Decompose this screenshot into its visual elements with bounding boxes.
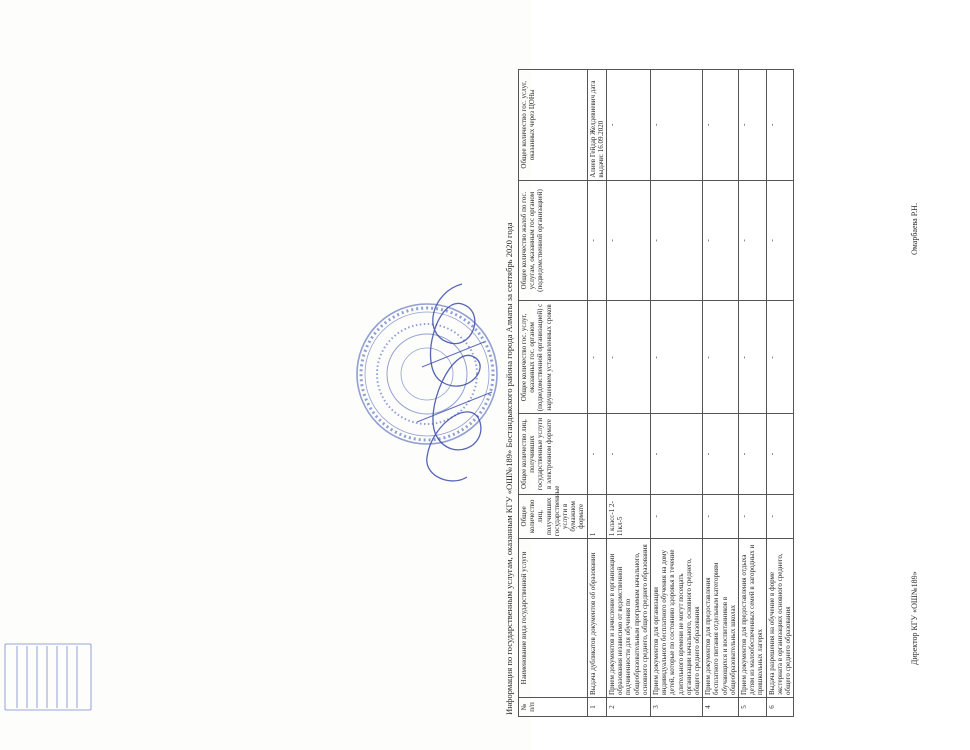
row-con: - [703,70,739,181]
row-con: - [766,70,794,181]
services-table [518,69,794,717]
table-row [651,70,703,717]
row-electronic: - [651,414,703,494]
col-header-service: Наименование вида государственной услуги [519,539,588,698]
row-electronic: - [766,414,794,494]
row-paper: - [766,494,794,538]
row-service: Выдача разрешения на обучение в форме экстерната в организациях основного среднего, общего среднего образования [766,539,794,698]
row-complaints: - [587,180,606,301]
row-paper: 1 [587,494,606,538]
table-row [607,70,651,717]
col-header-con: Общее количество гос. услуг, оказанных через ЦОНы [519,70,588,181]
header-row [519,70,588,717]
row-service: Выдача дубликатов документов об образовании [587,539,606,698]
row-con: - [739,70,767,181]
col-header-electronic: Общее количество лиц, получивших государственные услуги в электронном формате [519,414,588,494]
col-header-paper: Общее количество лиц, получивших государственные услуги в бумажном формате [519,494,588,538]
row-num: 4 [703,697,739,716]
row-con: Алиев Гейдар Желдевиевич дата выдачи: 16.09.2020 [587,70,606,181]
row-service: Прием документов для предоставления отдыха детям из малообеспеченных семей в загородных и пришкольных лагерях [739,539,767,698]
row-paper: - [651,494,703,538]
row-service: Прием документов для организации индивидуального бесплатного обучения на дому детей, которые по состоянию здоровья в течение длительного времени не могут посещать организации начального, основного среднего, общего среднего образования [651,539,703,698]
row-complaints: - [739,180,767,301]
row-violations: - [607,301,651,414]
table-row [739,70,767,717]
row-violations: - [587,301,606,414]
row-complaints: - [766,180,794,301]
row-complaints: - [607,180,651,301]
row-num: 6 [766,697,794,716]
row-paper: 1 класс-1 2-11кл-5 [607,494,651,538]
signature-icon [392,272,514,496]
rotated-document [500,25,970,725]
row-paper: - [739,494,767,538]
row-electronic: - [607,414,651,494]
registration-stamp-icon [3,642,93,712]
row-service: Прием документов для предоставления бесплатного питания отдельным категориям обучающихся и воспитанников в общеобразовательных школах [703,539,739,698]
table-row [766,70,794,717]
row-complaints: - [651,180,703,301]
col-header-num: № п/п [519,697,588,716]
row-violations: - [739,301,767,414]
row-num: 2 [607,697,651,716]
table-row [703,70,739,717]
row-electronic: - [739,414,767,494]
row-num: 3 [651,697,703,716]
col-header-complaints: Общее количество жалоб по гос. услугам, оказанным гос органом (подведомственной организацией) [519,180,588,301]
table-row [587,70,606,717]
row-violations: - [703,301,739,414]
row-paper: - [703,494,739,538]
row-violations: - [651,301,703,414]
row-complaints: - [703,180,739,301]
col-header-violations: Общее количество гос. услуг, оказанных гос. органом (подведомственной организацией) с нарушением установленных сроков [519,301,588,414]
row-service: Прием документов и зачисление в организации образования независимо от ведомственной подчиненности для обучения по общеобразовательным программам начального, основного среднего, общего среднего образования [607,539,651,698]
row-con: - [607,70,651,181]
director-name: Омарбаева Р.Н. [910,203,919,255]
row-electronic: - [703,414,739,494]
row-violations: - [766,301,794,414]
row-num: 5 [739,697,767,716]
row-con: - [651,70,703,181]
document-title: Информация по государственным услугам, оказанным КГУ «ОШ№189» Бостандыкского района города Алматы за сентябрь 2020 года [504,222,514,715]
director-label: Директор КГУ «ОШ№189» [910,571,919,665]
row-num: 1 [587,697,606,716]
row-electronic: - [587,414,606,494]
